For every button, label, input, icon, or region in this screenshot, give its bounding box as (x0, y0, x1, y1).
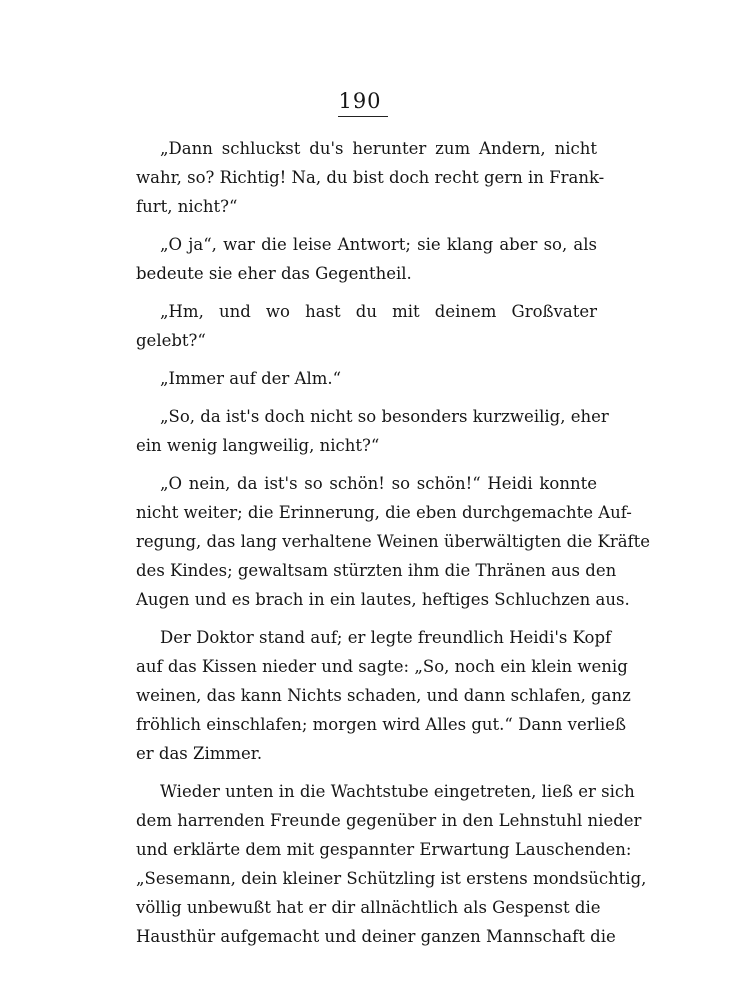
text-line: Der Doktor stand auf; er legte freundlich Heidi's Kopf (160, 628, 612, 647)
text-line: fröhlich einschlafen; morgen wird Alles gut.“ Dann verließ (136, 715, 626, 734)
text-line: „O nein, da ist's so schön! so schön!“ Heidi konnte (160, 474, 597, 493)
text-line: er das Zimmer. (136, 744, 263, 763)
paragraph (136, 469, 651, 614)
paragraph (136, 230, 597, 288)
text-line: wahr, so? Richtig! Na, du bist doch recht gern in Frank- (136, 168, 605, 187)
text-line: und erklärte dem mit gespannter Erwartung Lauschenden: (136, 840, 632, 859)
paragraph (136, 134, 605, 221)
paragraph (136, 623, 631, 768)
text-line: „Dann schluckst du's herunter zum Andern, nicht (160, 139, 597, 158)
text-line: auf das Kissen nieder und sagte: „So, noch ein klein wenig (136, 657, 628, 676)
text-line: Hausthür aufgemacht und deiner ganzen Mannschaft die (136, 927, 616, 946)
text-line: furt, nicht?“ (136, 197, 238, 216)
text-line: weinen, das kann Nichts schaden, und dann schlafen, ganz (136, 686, 631, 705)
text-line: bedeute sie eher das Gegentheil. (136, 264, 412, 283)
text-line: „Immer auf der Alm.“ (160, 369, 342, 388)
text-line: „So, da ist's doch nicht so besonders kurzweilig, eher (160, 407, 609, 426)
page-number: 190 (338, 89, 382, 113)
text-line: völlig unbewußt hat er dir allnächtlich als Gespenst die (136, 898, 601, 917)
text-line: Wieder unten in die Wachtstube eingetreten, ließ er sich (160, 782, 635, 801)
text-line: regung, das lang verhaltene Weinen überwältigten die Kräfte (136, 532, 651, 551)
paragraph (136, 364, 597, 393)
paragraph (136, 777, 647, 951)
header-rule (338, 116, 388, 117)
text-line: dem harrenden Freunde gegenüber in den Lehnstuhl nieder (136, 811, 642, 830)
text-line: Augen und es brach in ein lautes, heftiges Schluchzen aus. (136, 590, 630, 609)
text-line: „O ja“, war die leise Antwort; sie klang aber so, als (160, 235, 597, 254)
body-text (136, 134, 651, 951)
text-line: gelebt?“ (136, 331, 206, 350)
text-line: des Kindes; gewaltsam stürzten ihm die Thränen aus den (136, 561, 617, 580)
text-line: „Hm, und wo hast du mit deinem Großvater (160, 302, 597, 321)
paragraph (136, 402, 609, 460)
paragraph (136, 297, 597, 355)
text-line: „Sesemann, dein kleiner Schützling ist erstens mondsüchtig, (136, 869, 647, 888)
text-line: nicht weiter; die Erinnerung, die eben durchgemachte Auf- (136, 503, 632, 522)
text-line: ein wenig langweilig, nicht?“ (136, 436, 380, 455)
